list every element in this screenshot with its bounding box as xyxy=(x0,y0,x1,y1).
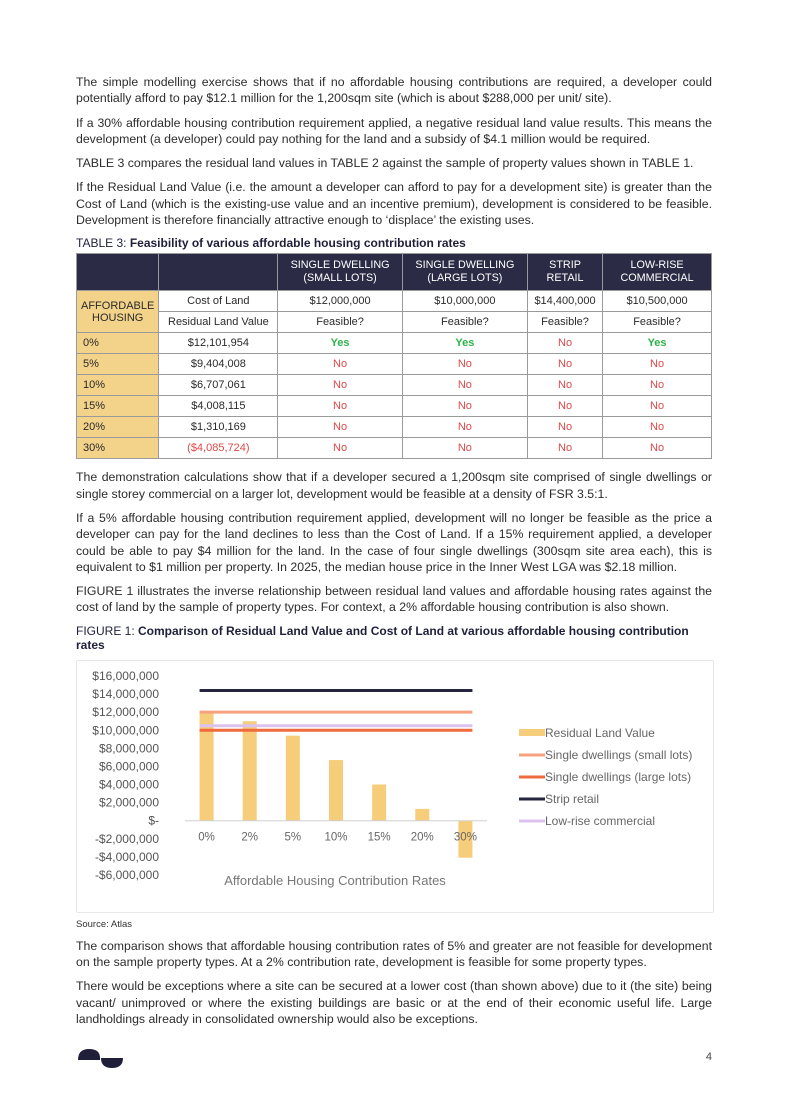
paragraph: The demonstration calculations show that if a developer secured a 1,200sqm site comprised of single dwellings or single storey commercial on a larger lot, development would be feasible at a density of FSR 3.5:1. xyxy=(76,470,712,501)
result-cell: No xyxy=(603,354,712,375)
row-label: Cost of Land xyxy=(159,291,278,312)
table-caption-title: Feasibility of various affordable housing contribution rates xyxy=(129,236,466,251)
result-cell: No xyxy=(527,417,602,438)
rlv-cell: $1,310,169 xyxy=(159,417,278,438)
rate-cell: 20% xyxy=(77,417,159,438)
result-cell: No xyxy=(402,438,527,459)
x-tick-label: 5% xyxy=(284,831,302,844)
result-cell: No xyxy=(278,417,402,438)
y-tick-label: $10,000,000 xyxy=(92,723,159,738)
brand-logo xyxy=(76,1046,126,1070)
y-tick-label: $2,000,000 xyxy=(98,795,159,810)
x-tick-label: 10% xyxy=(324,831,348,844)
y-tick-label: -$2,000,000 xyxy=(94,831,159,846)
paragraph: If a 30% affordable housing contribution requirement applied, a negative residual land value results. This means the development (a developer) could pay nothing for the land and a subsidy of $4.1 million would be required. xyxy=(76,115,712,146)
result-cell: No xyxy=(278,375,402,396)
paragraph: The simple modelling exercise shows that if no affordable housing contributions are required, a developer could potentially afford to pay $12.1 million for the 1,200sqm site (which is about $288,000 per unit/ site). xyxy=(76,75,712,106)
rate-cell: 5% xyxy=(77,354,159,375)
cost-cell: $14,400,000 xyxy=(527,291,602,312)
y-tick-label: $14,000,000 xyxy=(92,686,159,701)
y-tick-label: $16,000,000 xyxy=(92,668,159,683)
page-number: 4 xyxy=(705,1051,712,1063)
result-cell: No xyxy=(527,396,602,417)
table-row xyxy=(77,354,712,375)
table-row xyxy=(77,375,712,396)
result-cell: No xyxy=(603,396,712,417)
y-tick-label: $6,000,000 xyxy=(98,759,159,774)
result-cell: No xyxy=(527,375,602,396)
x-tick-label: 2% xyxy=(241,831,259,844)
table-row xyxy=(77,291,712,312)
header-blank xyxy=(159,254,278,291)
chart-bar xyxy=(372,784,386,820)
y-tick-label: $8,000,000 xyxy=(98,741,159,756)
result-cell: No xyxy=(603,438,712,459)
paragraph: There would be exceptions where a site can be secured at a lower cost (than shown above) due to it (the site) being vacant/ unimproved or where the existing buildings are basic or at the end of their economic useful life. Large landholdings already in consolidated ownership would also be exceptions. xyxy=(76,979,712,1026)
paragraph: FIGURE 1 illustrates the inverse relationship between residual land values and affordable housing rates against the cost of land by the sample of property types. For context, a 2% affordable housing contribution is also shown. xyxy=(76,584,712,615)
y-tick-label: $- xyxy=(148,813,159,828)
rate-cell: 30% xyxy=(77,438,159,459)
y-tick-label: $12,000,000 xyxy=(92,704,159,719)
feasible-header-cell: Feasible? xyxy=(527,312,602,333)
rlv-cell: $9,404,008 xyxy=(159,354,278,375)
figure1-chart xyxy=(76,660,714,913)
result-cell: Yes xyxy=(402,333,527,354)
result-cell: No xyxy=(402,417,527,438)
table-row xyxy=(77,396,712,417)
legend-label: Strip retail xyxy=(545,791,600,806)
chart-bar xyxy=(329,760,343,821)
chart-bar xyxy=(286,735,300,820)
rate-cell: 0% xyxy=(77,333,159,354)
rlv-cell: $12,101,954 xyxy=(159,333,278,354)
result-cell: No xyxy=(603,417,712,438)
result-cell: Yes xyxy=(603,333,712,354)
x-tick-label: 20% xyxy=(410,831,434,844)
y-tick-label: $4,000,000 xyxy=(98,777,159,792)
result-cell: No xyxy=(278,396,402,417)
feasible-header-cell: Feasible? xyxy=(402,312,527,333)
paragraph: If the Residual Land Value (i.e. the amount a developer can afford to pay for a development site) is greater than the Cost of Land (which is the existing-use value and an incentive premium), development is considered to be feasible. Development is therefore financially attractive enough to ‘displace’ the existing uses. xyxy=(76,180,712,228)
table-caption-prefix: TABLE 3: xyxy=(76,236,130,251)
x-tick-label: 30% xyxy=(453,831,477,844)
legend-label: Single dwellings (small lots) xyxy=(545,747,693,762)
legend-label: Low-rise commercial xyxy=(545,813,656,828)
result-cell: No xyxy=(527,333,602,354)
y-tick-label: -$6,000,000 xyxy=(94,867,159,882)
table-caption xyxy=(76,236,712,250)
paragraph: If a 5% affordable housing contribution requirement applied, development will no longer be feasible as the price a developer can pay for the land declines to less than the Cost of Land. If a 15% requirement applied, a developer could be able to pay $4 million for the land. In the case of four single dwellings (300sqm site area each), this is equivalent to $1 million per property. In 2025, the median house price in the Inner West LGA was $2.18 million. xyxy=(76,510,712,574)
result-cell: No xyxy=(527,354,602,375)
rlv-cell: $4,008,115 xyxy=(159,396,278,417)
result-cell: No xyxy=(402,354,527,375)
table-header-row xyxy=(77,254,712,291)
x-tick-label: 15% xyxy=(367,831,391,844)
figure-source: Source: Atlas xyxy=(76,918,132,930)
result-cell: No xyxy=(402,396,527,417)
legend-label: Single dwellings (large lots) xyxy=(545,769,692,784)
table-row xyxy=(77,438,712,459)
chart-bar xyxy=(415,809,429,821)
y-tick-label: -$4,000,000 xyxy=(94,849,159,864)
cost-cell: $10,000,000 xyxy=(402,291,527,312)
feasible-header-cell: Feasible? xyxy=(603,312,712,333)
chart-bar xyxy=(243,721,257,821)
figure-caption xyxy=(76,624,712,652)
page-content xyxy=(76,74,712,1035)
result-cell: No xyxy=(402,375,527,396)
table-row xyxy=(77,312,712,333)
table-row xyxy=(77,333,712,354)
row-label: Residual Land Value xyxy=(159,312,278,333)
cost-cell: $12,000,000 xyxy=(278,291,402,312)
header-cell: STRIP RETAIL xyxy=(527,254,602,291)
rlv-cell: $6,707,061 xyxy=(159,375,278,396)
chart-svg xyxy=(77,661,713,912)
paragraph: The comparison shows that affordable housing contribution rates of 5% and greater are not feasible for development on the sample property types. At a 2% contribution rate, development is feasible for some property types. xyxy=(76,938,712,970)
x-tick-label: 0% xyxy=(198,831,215,844)
header-cell: LOW-RISE COMMERCIAL xyxy=(603,254,712,291)
result-cell: No xyxy=(527,438,602,459)
result-cell: Yes xyxy=(278,333,402,354)
cost-cell: $10,500,000 xyxy=(603,291,712,312)
rate-cell: 10% xyxy=(77,375,159,396)
table-row xyxy=(77,417,712,438)
figure-caption-prefix: FIGURE 1: xyxy=(76,623,139,638)
header-blank xyxy=(77,254,159,291)
legend-label: Residual Land Value xyxy=(545,725,655,740)
feasible-header-cell: Feasible? xyxy=(278,312,402,333)
header-cell: SINGLE DWELLING (SMALL LOTS) xyxy=(278,254,402,291)
x-axis-title: Affordable Housing Contribution Rates xyxy=(224,872,446,888)
header-cell: SINGLE DWELLING (LARGE LOTS) xyxy=(402,254,527,291)
paragraph: TABLE 3 compares the residual land values in TABLE 2 against the sample of property values shown in TABLE 1. xyxy=(76,156,694,171)
result-cell: No xyxy=(603,375,712,396)
legend-swatch xyxy=(519,729,545,736)
result-cell: No xyxy=(278,438,402,459)
feasibility-table xyxy=(76,253,712,459)
rlv-cell: ($4,085,724) xyxy=(159,438,278,459)
result-cell: No xyxy=(278,354,402,375)
chart-bar xyxy=(200,711,214,820)
group-label: AFFORDABLE HOUSING xyxy=(77,291,159,333)
figure-caption-title: Comparison of Residual Land Value and Cost of Land at various affordable housing contribution rates xyxy=(76,623,689,652)
rate-cell: 15% xyxy=(77,396,159,417)
